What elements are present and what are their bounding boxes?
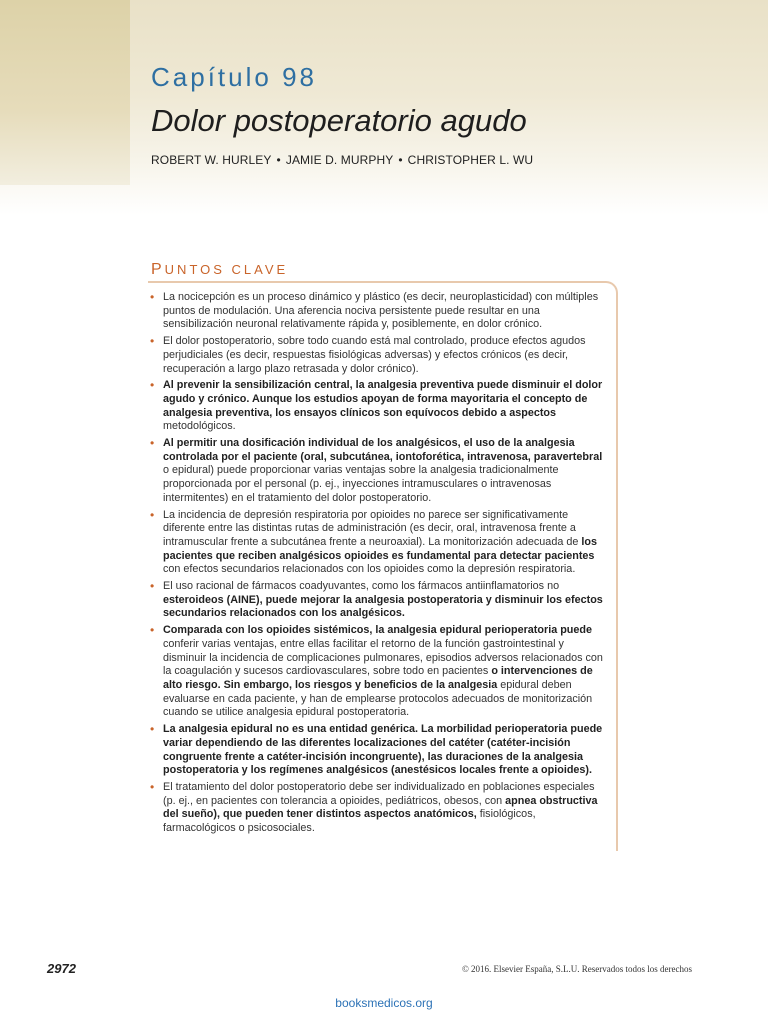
key-point-text-bold: Al prevenir la sensibilización central, la analgesia preventiva puede disminuir el dolor agudo y crónico. Aunque los estudios apoyan de forma mayoritaria el concepto de analgesia preventiva, los ensayos clínicos son equívocos debido a aspectos bbox=[163, 379, 603, 419]
key-point-text-bold: los pacientes que reciben analgésicos opioides es fundamental para detectar pacientes bbox=[163, 535, 597, 562]
author-separator: • bbox=[276, 153, 281, 167]
key-point-item bbox=[150, 580, 606, 621]
author-name: JAMIE D. MURPHY bbox=[285, 153, 394, 167]
key-point-text-bold: apnea obstructiva del sueño), que pueden tener distintos aspectos anatómicos, bbox=[163, 794, 598, 821]
key-point-text-bold: La analgesia epidural no es una entidad genérica. La morbilidad perioperatoria puede variar dependiendo de las diferentes localizaciones del catéter (catéter-incisión congruente frente a catéter-incisión incongruente), las duraciones de la analgesia postoperatoria y los regímenes analgésicos (anestésicos locales frente a opioides). bbox=[163, 723, 603, 777]
key-point-text: metodológicos. bbox=[163, 420, 236, 433]
key-point-text: La nocicepción es un proceso dinámico y plástico (es decir, neuroplasticidad) con múltiples puntos de modulación. Una aferencia nociva persistente puede resultar en una sensibilización neuronal relativamente rápida y, posiblemente, en dolor crónico. bbox=[163, 291, 599, 331]
chapter-title: Dolor postoperatorio agudo bbox=[151, 103, 527, 138]
bullet-icon: • bbox=[150, 507, 155, 522]
key-point-text: El uso racional de fármacos coadyuvantes, como los fármacos antiinflamatorios no bbox=[163, 580, 560, 593]
key-point-text-bold: Comparada con los opioides sistémicos, la analgesia epidural perioperatoria puede bbox=[163, 624, 593, 637]
key-point-text-bold: esteroideos (AINE), puede mejorar la analgesia postoperatoria y disminuir los efectos secundarios relacionados con los analgésicos. bbox=[163, 593, 603, 620]
key-points-heading-initial: P bbox=[151, 261, 165, 278]
key-point-item bbox=[150, 335, 606, 376]
key-point-text-bold: o intervenciones de alto riesgo. Sin embargo, los riesgos y beneficios de la analgesia bbox=[163, 665, 593, 691]
bullet-icon: • bbox=[150, 623, 155, 638]
key-point-item bbox=[150, 624, 606, 720]
key-point-text: o epidural) puede proporcionar varias ventajas sobre la analgesia tradicionalmente proporcionada por el personal (p. ej., inyecciones intramusculares o intravenosas intermitentes) en el tratamiento del dolor postoperatorio. bbox=[163, 464, 559, 504]
key-point-item bbox=[150, 723, 606, 778]
bullet-icon: • bbox=[150, 334, 155, 349]
key-point-text: fisiológicos, farmacológicos o psicosociales. bbox=[163, 808, 536, 835]
bullet-icon: • bbox=[150, 579, 155, 594]
key-point-text-bold: Al permitir una dosificación individual de los analgésicos, el uso de la analgesia controlada por el paciente (oral, subcutánea, iontoforética, intravenosa, paravertebral bbox=[163, 437, 603, 463]
key-points-list bbox=[150, 291, 606, 839]
author-name: CHRISTOPHER L. WU bbox=[407, 153, 534, 167]
key-point-item bbox=[150, 781, 606, 836]
bullet-icon: • bbox=[150, 378, 155, 393]
key-points-heading-rest: UNTOS CLAVE bbox=[164, 262, 289, 277]
key-point-item bbox=[150, 379, 606, 434]
key-point-item bbox=[150, 509, 606, 578]
key-point-text: El tratamiento del dolor postoperatorio debe ser individualizado en poblaciones especiales (p. ej., en pacientes con tolerancia a opioides, pediátricos, obesos, con bbox=[163, 780, 595, 807]
key-point-item bbox=[150, 437, 606, 506]
copyright-notice: © 2016. Elsevier España, S.L.U. Reservados todos los derechos bbox=[461, 964, 692, 974]
key-point-text: El dolor postoperatorio, sobre todo cuando está mal controlado, produce efectos agudos perjudiciales (es decir, respuestas fisiológicas adversas) y efectos crónicos (es decir, recuperación a largo plazo retrasada y dolor crónico). bbox=[163, 335, 586, 375]
bullet-icon: • bbox=[150, 436, 155, 451]
key-point-text: La incidencia de depresión respiratoria por opioides no parece ser significativamente diferente entre las distintas rutas de administración (es decir, oral, intravenosa frente a intramuscular frente a subcutánea frente a neuroaxial). La monitorización adecuada de bbox=[163, 508, 582, 548]
header-color-swatch bbox=[0, 0, 130, 185]
bullet-icon: • bbox=[150, 722, 155, 737]
page-number: 2972 bbox=[47, 961, 76, 976]
footer-link[interactable]: booksmedicos.org bbox=[335, 996, 433, 1010]
author-name: ROBERT W. HURLEY bbox=[151, 153, 272, 167]
bullet-icon: • bbox=[150, 779, 155, 794]
key-point-text: epidural deben evaluarse en cada paciente, y han de emplearse protocolos adecuados de monitorización cuando se utilice analgesia epidural postoperatoria. bbox=[163, 678, 593, 719]
chapter-number: Capítulo 98 bbox=[151, 62, 317, 92]
key-point-item bbox=[150, 291, 606, 332]
key-points-heading bbox=[151, 261, 288, 279]
bullet-icon: • bbox=[150, 290, 155, 304]
author-list bbox=[151, 153, 533, 167]
key-point-text: conferir varias ventajas, entre ellas facilitar el retorno de la función gastrointestinal y disminuir la incidencia de complicaciones pulmonares, episodios adversos relacionados con la coagulación y sucesos cardiovasculares, sobre todo en pacientes bbox=[163, 637, 603, 678]
key-point-text: con efectos secundarios relacionados con los opioides como la depresión respiratoria. bbox=[163, 563, 576, 576]
author-separator: • bbox=[398, 153, 403, 167]
